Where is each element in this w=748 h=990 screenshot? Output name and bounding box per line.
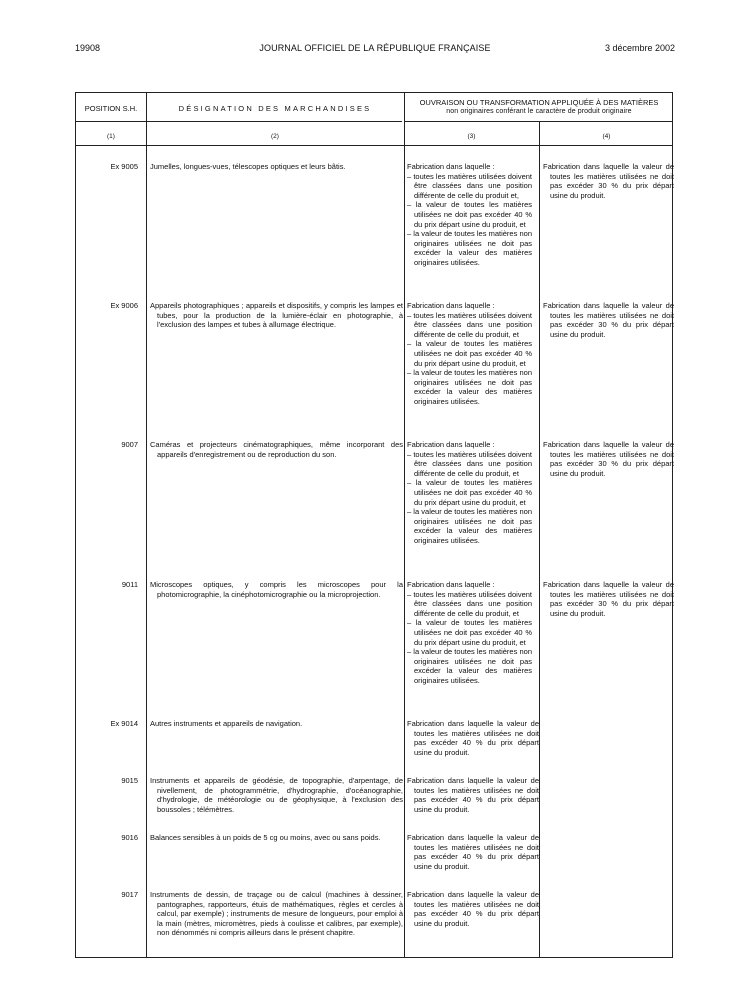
col-number: (3) <box>467 133 476 140</box>
row-divider <box>76 145 672 146</box>
col-divider <box>146 93 147 957</box>
header-designation: DÉSIGNATION DES MARCHANDISES <box>178 104 372 113</box>
designation-text: Appareils photographiques ; appareils et dispositifs, y compris les lampes et tubes, pour la production de la lumière-éclair en photographie, à l'exclusion des lampes et tubes à allumage électrique. <box>150 301 403 330</box>
rule-condition: – toutes les matières utilisées doivent être classées dans une position différente de celle du produit et, <box>407 171 532 200</box>
rule-col3 <box>407 301 532 407</box>
journal-title: JOURNAL OFFICIEL DE LA RÉPUBLIQUE FRANÇAISE <box>259 43 491 53</box>
rule-col3 <box>407 162 532 268</box>
row-divider <box>404 121 672 122</box>
rules-table <box>75 92 673 958</box>
position-code: Ex 9014 <box>110 719 138 728</box>
rule-col4: Fabrication dans laquelle la valeur de toutes les matières utilisées ne doit pas excéder 30 % du prix départ usine du produit. <box>543 580 674 618</box>
issue-date: 3 décembre 2002 <box>604 43 675 53</box>
rule-col3: Fabrication dans laquelle la valeur de toutes les matières utilisées ne doit pas excéder 40 % du prix départ usine du produit. <box>407 719 539 757</box>
col-number: (2) <box>271 133 279 140</box>
rule-lead: Fabrication dans laquelle : <box>407 580 495 589</box>
designation-text: Instruments de dessin, de traçage ou de calcul (machines à dessiner, pantographes, rapporteurs, étuis de mathématiques, règles et cercles à calcul, par exemple) ; instruments de mesure de longueurs, pour emploi à la main (mètres, micromètres, pieds à coulisse et calibres, par exemple), non dénommés ni compris ailleurs dans le présent chapitre. <box>150 890 403 938</box>
rule-col4: Fabrication dans laquelle la valeur de toutes les matières utilisées ne doit pas excéder 30 % du prix départ usine du produit. <box>543 162 674 200</box>
header-position: POSITION S.H. <box>84 104 138 113</box>
page-number: 19908 <box>75 43 101 53</box>
rule-condition: – la valeur de toutes les matières utilisées ne doit pas excéder 40 % du prix départ usine du produit, et <box>407 200 532 229</box>
col-number: (1) <box>107 133 115 140</box>
rule-condition: – la valeur de toutes les matières non originaires utilisées ne doit pas excéder la valeur des matières originaires utilisées. <box>407 229 532 267</box>
header-ouvraison-line1: OUVRAISON OU TRANSFORMATION APPLIQUÉE À DES MATIÈRES <box>419 98 659 107</box>
rule-condition: – la valeur de toutes les matières non originaires utilisées ne doit pas excéder la valeur des matières originaires utilisées. <box>407 647 532 685</box>
designation-text: Jumelles, longues-vues, télescopes optiques et leurs bâtis. <box>150 162 346 171</box>
rule-condition: – la valeur de toutes les matières non originaires utilisées ne doit pas excéder la valeur des matières originaires utilisées. <box>407 507 532 545</box>
position-code: 9007 <box>121 440 138 449</box>
rule-col3 <box>407 580 532 686</box>
rule-col3: Fabrication dans laquelle la valeur de toutes les matières utilisées ne doit pas excéder 40 % du prix départ usine du produit. <box>407 833 539 871</box>
rule-lead: Fabrication dans laquelle : <box>407 301 495 310</box>
position-code: Ex 9005 <box>110 162 138 171</box>
rule-condition: – toutes les matières utilisées doivent être classées dans une position différente de celle du produit, et <box>407 589 532 618</box>
rule-col4: Fabrication dans laquelle la valeur de toutes les matières utilisées ne doit pas excéder 30 % du prix départ usine du produit. <box>543 301 674 339</box>
rule-col3: Fabrication dans laquelle la valeur de toutes les matières utilisées ne doit pas excéder 40 % du prix départ usine du produit. <box>407 776 539 814</box>
col-number: (4) <box>602 133 611 140</box>
designation-text: Caméras et projecteurs cinématographiques, même incorporant des appareils d'enregistrement ou de reproduction du son. <box>150 440 403 459</box>
rule-condition: – la valeur de toutes les matières utilisées ne doit pas excéder 40 % du prix départ usine du produit, et <box>407 339 532 368</box>
rule-col3 <box>407 440 532 546</box>
rule-lead: Fabrication dans laquelle : <box>407 162 495 171</box>
rule-condition: – toutes les matières utilisées doivent être classées dans une position différente de celle du produit, et <box>407 449 532 478</box>
header-ouvraison-line2: non originaires conférant le caractère de produit originaire <box>446 108 632 115</box>
designation-text: Instruments et appareils de géodésie, de topographie, d'arpentage, de nivellement, de photogrammétrie, d'hydrographie, d'océanographie, d'hydrologie, de météorologie ou de géophysique, à l'exclusion des boussoles ; télémètres. <box>150 776 403 814</box>
row-divider <box>76 121 402 122</box>
designation-text: Autres instruments et appareils de navigation. <box>150 719 303 728</box>
col-divider <box>539 121 540 957</box>
designation-text: Balances sensibles à un poids de 5 cg ou moins, avec ou sans poids. <box>150 833 381 842</box>
rule-condition: – la valeur de toutes les matières utilisées ne doit pas excéder 40 % du prix départ usine du produit, et <box>407 618 532 647</box>
header-ouvraison <box>404 98 674 116</box>
position-code: 9015 <box>121 776 138 785</box>
rule-col3: Fabrication dans laquelle la valeur de toutes les matières utilisées ne doit pas excéder 40 % du prix départ usine du produit. <box>407 890 539 928</box>
position-code: 9011 <box>121 580 138 589</box>
rule-col4: Fabrication dans laquelle la valeur de toutes les matières utilisées ne doit pas excéder 30 % du prix départ usine du produit. <box>543 440 674 478</box>
rule-lead: Fabrication dans laquelle : <box>407 440 495 449</box>
col-divider <box>404 93 405 957</box>
designation-text: Microscopes optiques, y compris les microscopes pour la photomicrographie, la cinéphotomicrographie ou la microprojection. <box>150 580 403 599</box>
rule-condition: – toutes les matières utilisées doivent être classées dans une position différente de celle du produit, et <box>407 310 532 339</box>
rule-condition: – la valeur de toutes les matières utilisées ne doit pas excéder 40 % du prix départ usine du produit, et <box>407 478 532 507</box>
position-code: Ex 9006 <box>110 301 138 310</box>
rule-condition: – la valeur de toutes les matières non originaires utilisées ne doit pas excéder la valeur des matières originaires utilisées. <box>407 368 532 406</box>
position-code: 9016 <box>121 833 138 842</box>
page-header <box>75 43 675 57</box>
position-code: 9017 <box>121 890 138 899</box>
